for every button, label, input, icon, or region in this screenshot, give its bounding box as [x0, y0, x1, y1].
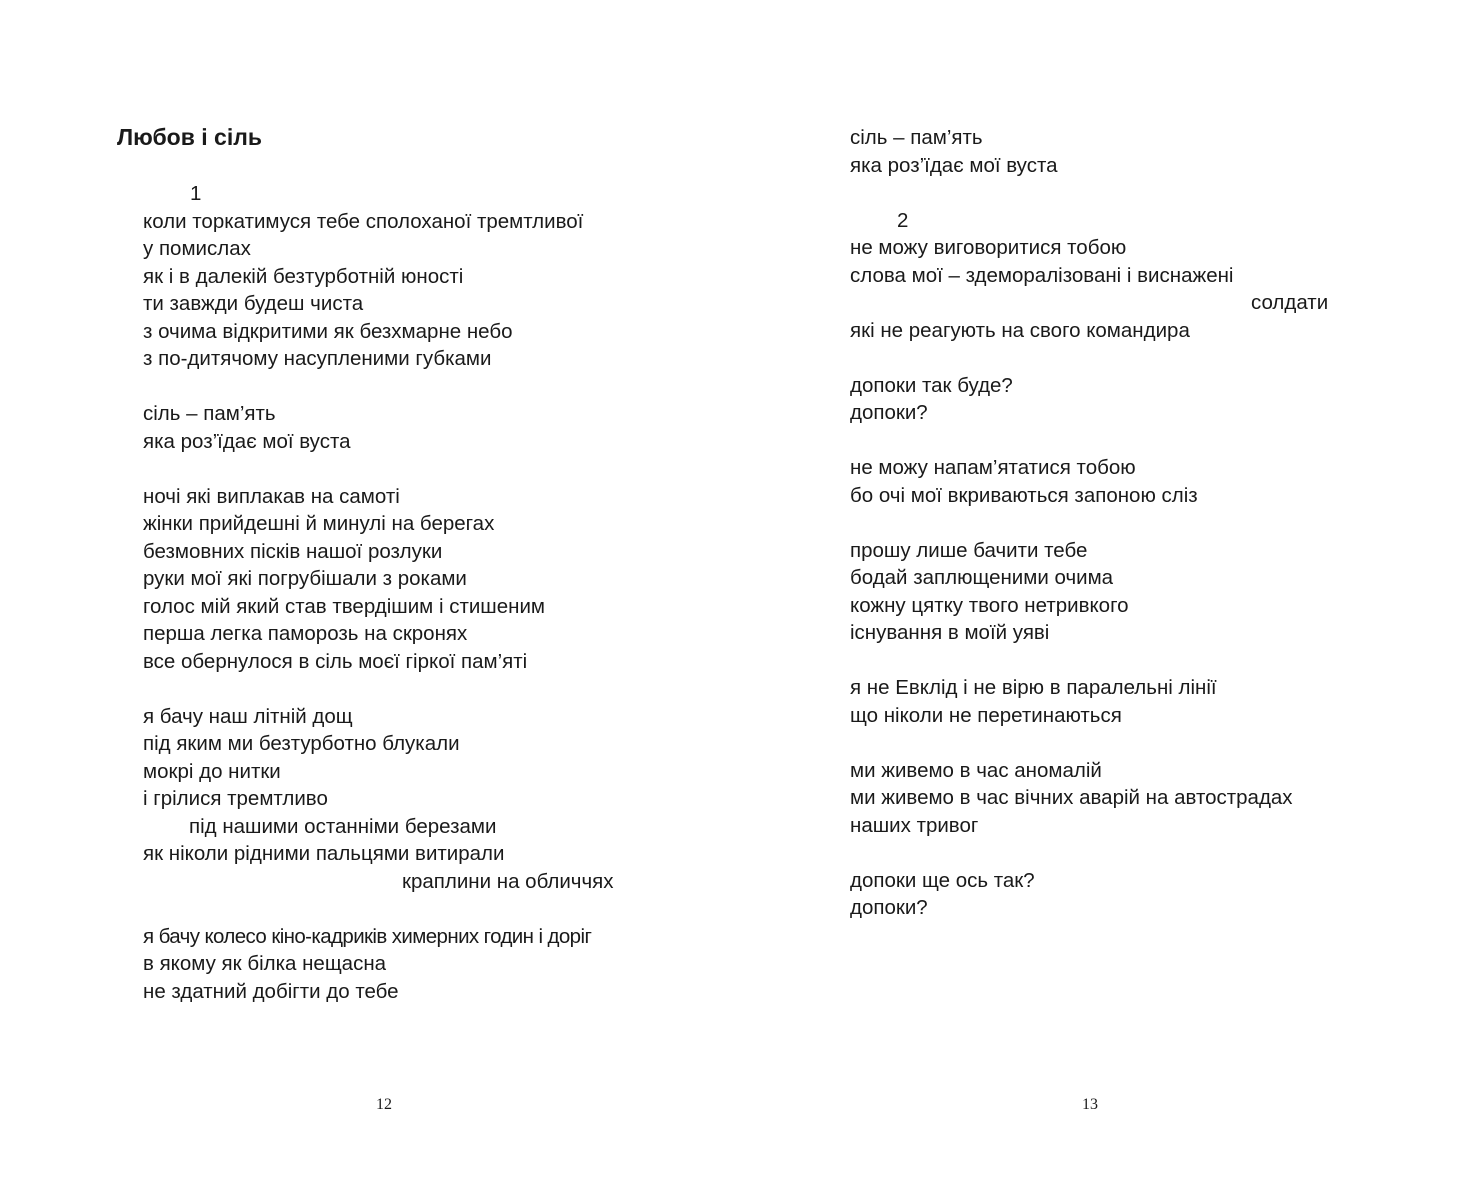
poem-line: які не реагують на свого командира	[850, 318, 1190, 342]
poem-line: слова мої – здеморалізовані і виснажені	[850, 263, 1234, 287]
poem-line: допоки?	[850, 896, 928, 919]
stanza-break	[143, 455, 614, 483]
poem-line: ми живемо в час аномалій	[850, 758, 1102, 782]
poem-line: ми живемо в час вічних аварій на автострадах	[850, 786, 1293, 809]
poem-line: руки мої які погрубішали з роками	[143, 567, 467, 590]
stanza-break	[143, 895, 614, 923]
poem-line: під яким ми безтурботно блукали	[143, 732, 460, 755]
poem-line: і грілися тремтливо	[143, 787, 328, 810]
poem-line: жінки прийдешні й минулі на берегах	[143, 512, 495, 535]
right-page	[738, 0, 1476, 1181]
poem-title: Любов і сіль	[117, 124, 262, 150]
poem-line: солдати	[1251, 291, 1329, 314]
poem-line: сіль – пам’ять	[850, 126, 983, 149]
poem-line: я бачу наш літній дощ	[143, 704, 353, 728]
poem-line: я не Евклід і не вірю в паралельні лінії	[850, 676, 1217, 699]
poem-line: безмовних пісків нашої розлуки	[143, 539, 443, 563]
poem-line: ночі які виплакав на самоті	[143, 484, 400, 508]
right-poem-text	[850, 124, 1328, 922]
poem-line: бо очі мої вкриваються запоною сліз	[850, 483, 1198, 507]
poem-line: кожну цятку твого нетривкого	[850, 593, 1129, 617]
stanza-break	[143, 373, 614, 401]
stanza-break	[850, 839, 1328, 867]
stanza-break	[850, 729, 1328, 757]
poem-line: допоки?	[850, 401, 928, 424]
poem-line: у помислах	[143, 237, 251, 260]
poem-line: сіль – пам’ять	[143, 402, 276, 425]
poem-line: бодай заплющеними очима	[850, 566, 1114, 589]
stanza-break	[850, 344, 1328, 372]
poem-line: в якому як білка нещасна	[143, 952, 387, 975]
poem-line: коли торкатимуся тебе сполоханої тремтливої	[143, 209, 584, 233]
section-number: 2	[897, 208, 909, 232]
poem-line: з очима відкритими як безхмарне небо	[143, 319, 513, 343]
poem-line: краплини на обличчях	[402, 869, 614, 893]
poem-line: перша легка паморозь на скронях	[143, 622, 468, 645]
poem-line: що ніколи не перетинаються	[850, 703, 1122, 727]
poem-line: яка роз’їдає мої вуста	[143, 429, 351, 453]
section-number: 1	[190, 182, 202, 205]
page-number: 12	[376, 1096, 392, 1113]
poem-line: з по-дитячому насупленими губками	[143, 347, 492, 370]
page-number: 13	[1082, 1096, 1098, 1113]
poem-line: не можу напам’ятатися тобою	[850, 456, 1136, 479]
poem-line: під нашими останніми березами	[189, 814, 497, 838]
stanza-break	[143, 675, 614, 703]
poem-line: я бачу колесо кіно-кадриків химерних годин і доріг	[143, 924, 592, 948]
stanza-break	[850, 427, 1328, 455]
poem-line: яка роз’їдає мої вуста	[850, 153, 1058, 177]
poem-line: як і в далекій безтурботній юності	[143, 264, 464, 288]
poem-line: не здатний добігти до тебе	[143, 979, 399, 1003]
poem-line: прошу лише бачити тебе	[850, 538, 1088, 562]
poem-line: як ніколи рідними пальцями витирали	[143, 842, 505, 865]
poem-line: ти завжди будеш чиста	[143, 292, 364, 315]
poem-line: допоки так буде?	[850, 373, 1013, 397]
left-poem-text	[143, 180, 614, 1005]
poem-line: мокрі до нитки	[143, 759, 281, 783]
poem-line: не можу виговоритися тобою	[850, 236, 1127, 259]
stanza-break	[850, 509, 1328, 537]
poem-line: наших тривог	[850, 813, 979, 837]
stanza-break	[850, 179, 1328, 207]
stanza-break	[850, 647, 1328, 675]
poem-line: існування в моїй уяві	[850, 621, 1050, 644]
poem-line: голос мій який став твердішим і стишеним	[143, 594, 546, 618]
poem-line: допоки ще ось так?	[850, 868, 1035, 892]
poem-line: все обернулося в сіль моєї гіркої пам’яті	[143, 649, 528, 673]
